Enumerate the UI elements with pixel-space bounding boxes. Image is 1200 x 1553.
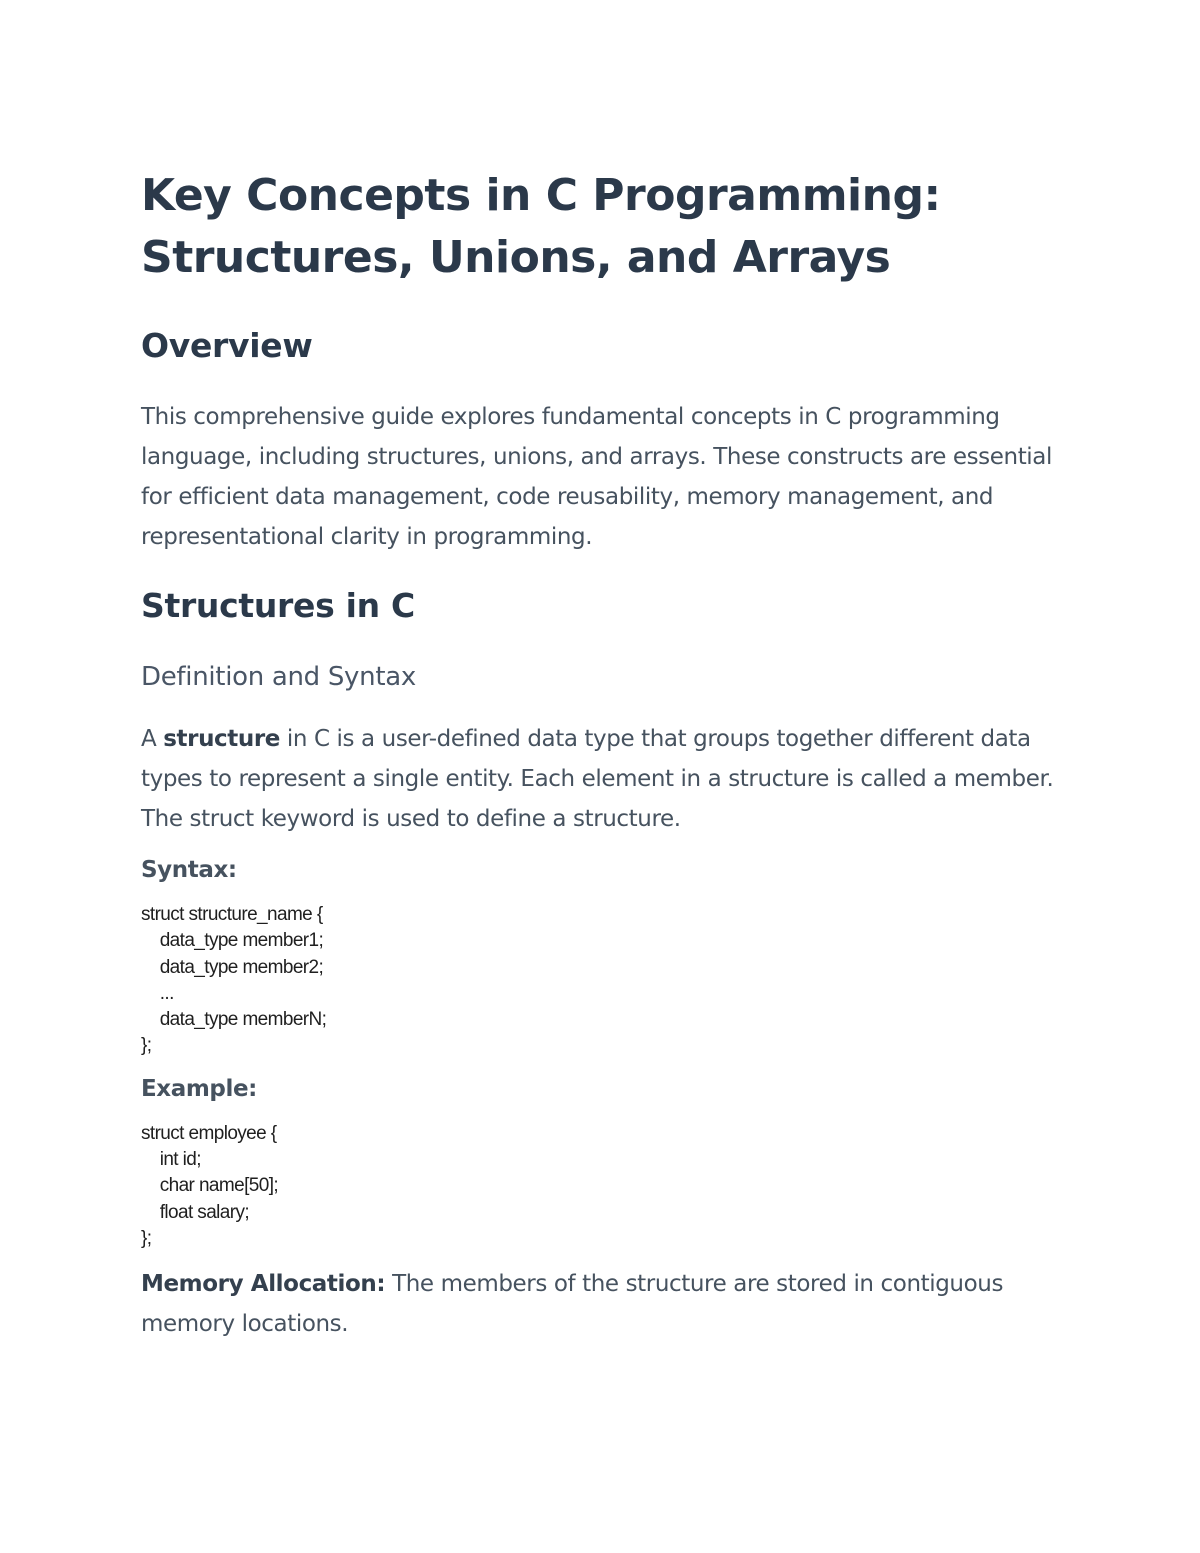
structures-heading: Structures in C [141,586,415,625]
example-code-block: struct employee { int id; char name[50]; float salary; }; [141,1122,279,1249]
memory-allocation-label: Memory Allocation: [141,1271,386,1298]
definition-text-suffix: in C is a user-defined data type that groups together different data types to represent a single entity. Each element in a structure is called a member. The struct keyword is used to define a structure. [141,726,1054,832]
syntax-code-block: struct structure_name { data_type member1; data_type member2; ... data_type memberN; }; [141,904,327,1057]
example-label: Example: [141,1075,257,1102]
memory-allocation-paragraph [141,1264,1076,1344]
definition-text-prefix: A [141,726,164,752]
memory-allocation-text: The members of the structure are stored in contiguous memory locations. [141,1271,1004,1338]
definition-keyword: structure [163,726,280,752]
overview-heading: Overview [141,326,313,365]
syntax-label: Syntax: [141,857,237,883]
page-title: Key Concepts in C Programming: Structures, Unions, and Arrays [141,170,941,283]
definition-paragraph [141,719,1076,839]
definition-syntax-heading: Definition and Syntax [141,662,416,692]
overview-paragraph: This comprehensive guide explores fundamental concepts in C programming language, including structures, unions, and arrays. These constructs are essential for efficient data management, code reusability, memory management, and representational clarity in programming. [141,404,1052,550]
document-page [141,160,1076,1344]
